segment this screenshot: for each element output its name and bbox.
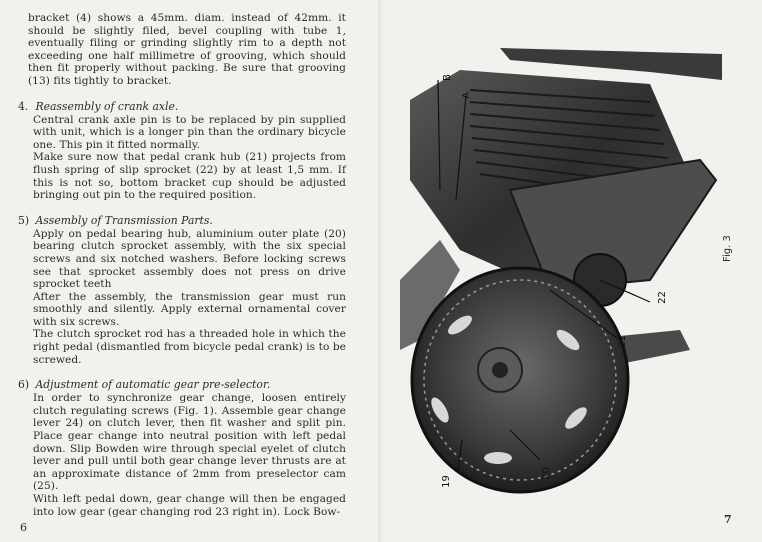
hub-center [492, 362, 508, 378]
section-paragraph: In order to synchronize gear change, loosen entirely clutch regulating screws (Fig. 1). Assemble gear change lever 24) on clutch lever, then fit washer and split pin. Place gear change into neutral position with left pedal down. Slip Bowden wire through special eyelet of clutch lever and pull until both gear change lever thrusts are at an approximate distance of 2mm from preselector cam (25). [33, 392, 346, 493]
engine-illustration [400, 40, 722, 500]
left-page-text [18, 12, 346, 518]
section-number: 5) [18, 213, 30, 227]
figure-caption: Fig. 3 [722, 235, 733, 262]
section-paragraph: Central crank axle pin is to be replaced by pin supplied with unit, which is a longer pin than the ordinary bicycle one. This pin it fitted normally. [33, 113, 346, 151]
callout-b: B [441, 74, 453, 81]
engine-photo-figure [400, 40, 722, 500]
callout-20: 20 [540, 467, 552, 480]
section-paragraph: The clutch sprocket rod has a threaded hole in which the right pedal (dismantled from bicycle pedal crank) is to be screwed. [33, 328, 346, 366]
page-number-left: 6 [20, 521, 27, 534]
callout-a: A [460, 92, 472, 99]
section-4 [18, 99, 346, 202]
page-gutter [378, 0, 384, 542]
page-number-right: 7 [724, 513, 732, 526]
section-paragraph: Make sure now that pedal crank hub (21) projects from flush spring of slip sprocket (22) by at least 1,5 mm. If this is not so, bottom bracket cup should be adjusted bringing out pin to the required position. [33, 151, 346, 202]
callout-21: 21 [616, 335, 628, 348]
section-title: Reassembly of crank axle. [35, 99, 179, 113]
frame-rail [500, 48, 722, 80]
section-title: Assembly of Transmission Parts. [35, 213, 213, 227]
section-number: 6) [18, 378, 30, 392]
section-title: Adjustment of automatic gear pre-selector. [35, 378, 271, 392]
section-heading [18, 378, 346, 391]
section-paragraph: Apply on pedal bearing hub, aluminium outer plate (20) bearing clutch sprocket assembly, with the six special screws and six notched washers. Before locking screws see that sprocket assembly does not press on drive sprocket teeth [33, 227, 346, 291]
callout-19: 19 [440, 475, 452, 488]
section-paragraph: With left pedal down, gear change will then be engaged into low gear (gear changing rod 23 right in). Lock Bow- [33, 493, 346, 518]
intro-paragraph: bracket (4) shows a 45mm. diam. instead of 42mm. it should be slightly filed, bevel coupling with tube 1, eventually filing or grinding slightly rim to a depth not exceeding one half millimetre of grooving, which should then fit properly without packing. Be sure that grooving (13) fits tightly to bracket. [28, 12, 346, 87]
section-heading [18, 214, 346, 227]
section-6 [18, 378, 346, 518]
section-5 [18, 213, 346, 367]
callout-22: 22 [656, 291, 668, 304]
section-number: 4. [18, 99, 29, 113]
section-paragraph: After the assembly, the transmission gear must run smoothly and silently. Apply external ornamental cover with six screws. [33, 290, 346, 328]
section-heading [18, 100, 346, 113]
